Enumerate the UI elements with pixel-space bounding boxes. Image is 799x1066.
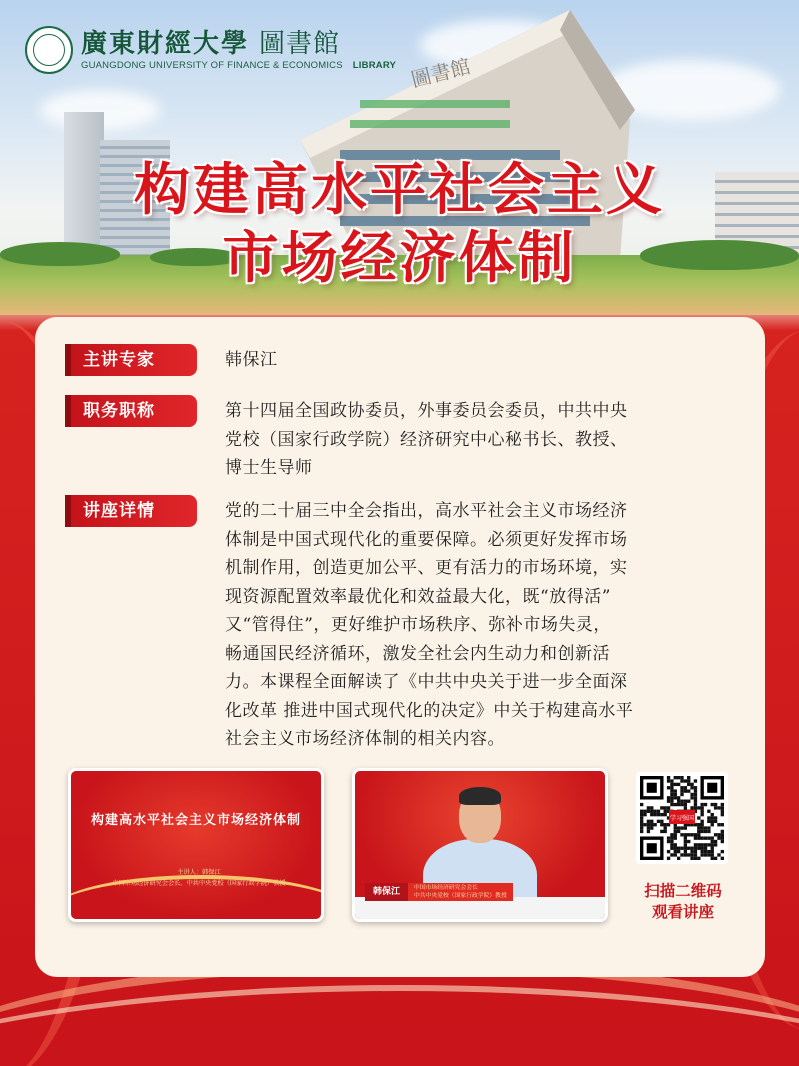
description-line: 党的二十届三中全会指出，高水平社会主义市场经济 [225, 501, 628, 521]
qr-badge-text: 学习强国 [669, 815, 695, 822]
nameplate-title-line: 中国市场经济研究会会长 [414, 885, 478, 891]
label-position: 职务职称 [65, 395, 197, 427]
speaker-hair [459, 787, 501, 805]
university-name-cn: 廣東財經大學 [81, 28, 250, 59]
description-line: 社会主义市场经济体制的相关内容。 [225, 729, 505, 749]
description-line: 畅通国民经济循环，激发全社会内生动力和创新活 [225, 643, 610, 664]
library-name-en: LIBRARY [352, 59, 397, 71]
qr-caption-line2: 观看讲座 [651, 902, 714, 921]
description-line: 机制作用，创造更加公平、更有活力的市场环境，实 [225, 558, 628, 578]
qr-caption [618, 880, 748, 922]
library-name-cn: 圖書館 [259, 28, 341, 59]
university-seal-icon [25, 26, 73, 74]
qr-code[interactable] [636, 772, 728, 864]
speaker-nameplate [365, 883, 513, 901]
university-name-en: GUANGDONG UNIVERSITY OF FINANCE & ECONOMICS [81, 59, 343, 71]
building-sign: 圖書館 [408, 54, 473, 92]
lecture-cover-thumbnail[interactable] [68, 768, 324, 922]
description-line: 力。本课程全面解读了《中共中央关于进一步全面深 [225, 672, 628, 692]
position-line: 第十四届全国政协委员，外事委员会委员，中共中央 [225, 401, 628, 421]
speaker-position [225, 397, 735, 483]
speaker-name: 韩保江 [225, 350, 278, 370]
label-lecture: 讲座详情 [65, 495, 197, 527]
lecture-description [225, 497, 735, 754]
description-line: 体制是中国式现代化的重要保障。必须更好发挥市场 [225, 529, 628, 550]
university-logo [25, 26, 396, 74]
thumb-speaker-name: 主讲人：韩保江 [177, 869, 221, 876]
thumb-speaker-affiliation: 中国市场经济研究会会长、中共中央党校（国家行政学院）教授 [112, 880, 286, 887]
nameplate-title-line: 中共中央党校（国家行政学院）教授 [414, 893, 507, 899]
nameplate-name: 韩保江 [365, 883, 408, 901]
description-line: 化改革 推进中国式现代化的决定》中关于构建高水平 [225, 700, 634, 721]
position-line: 博士生导师 [225, 458, 313, 478]
description-line: 又“管得住”，更好维护市场秩序、弥补市场失灵， [225, 615, 611, 635]
nameplate-title [408, 883, 513, 901]
poster-title-line2: 市场经济体制 [222, 225, 577, 291]
position-line: 党校（国家行政学院）经济研究中心秘书长、教授、 [225, 429, 628, 450]
description-line: 现资源配置效率最优化和效益最大化，既“放得活” [225, 586, 611, 607]
lecture-video-thumbnail[interactable] [352, 768, 608, 922]
label-speaker: 主讲专家 [65, 344, 197, 376]
poster-title-line1: 构建高水平社会主义 [134, 157, 665, 223]
qr-caption-line1: 扫描二维码 [644, 881, 722, 900]
thumb-title: 构建高水平社会主义市场经济体制 [90, 813, 301, 828]
